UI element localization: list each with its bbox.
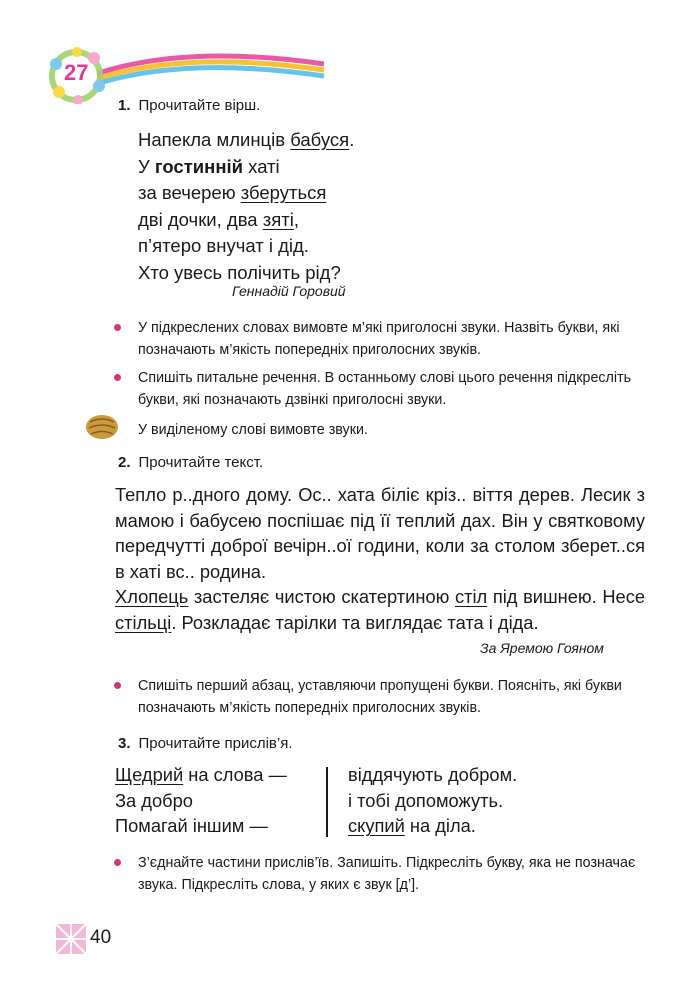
bullet-dot-icon (114, 374, 121, 381)
walnut-icon (84, 412, 120, 442)
task2-number: 2. (118, 454, 131, 471)
task1-number: 1. (118, 97, 131, 114)
task1-heading (118, 97, 260, 114)
bullet-dot-icon (114, 859, 121, 866)
poem-line-5: п’ятеро внучат і дід. (138, 235, 309, 256)
poem (138, 127, 354, 286)
task2-paragraph-1: Тепло р..дного дому. Ос.. хата біліє кріз.. віття дерев. Лесик з мамою і бабусею поспішає під її теплий дах. Він у святковому передчутті доброї вечірн..ої години, коли за столом зберет..ся в хаті вс.. родина. (115, 484, 645, 582)
bullet-dot-icon (114, 324, 121, 331)
bullet-dot-icon (114, 682, 121, 689)
task2-paragraph-2: Хлопець застеляє чистою скатертиною стіл під вишнею. Несе стільці. Розкладає тарілки та виглядає тата і діда. (115, 586, 646, 633)
task3-bullet: З’єднайте частини прислів’їв. Запишіть. Підкресліть букву, яка не позначає звука. Підкресліть слова, у яких є звук [д’]. (118, 852, 648, 896)
task3-number: 3. (118, 735, 131, 752)
rainbow-ribbon (96, 44, 326, 84)
page-number: 40 (90, 927, 112, 948)
ornament-icon (56, 924, 86, 954)
proverbs-left (115, 762, 287, 839)
lesson-number: 27 (64, 60, 89, 85)
poem-line-4: дві дочки, два зяті, (138, 208, 299, 230)
proverb-divider (326, 767, 328, 837)
proverb-left-1: Щедрий на слова — (115, 764, 287, 785)
poem-line-1: Напекла млинців бабуся. (138, 129, 355, 150)
task2-heading (118, 454, 263, 471)
poem-line-2: У гостинній хаті (138, 155, 280, 177)
task2-title: Прочитайте текст. (138, 454, 264, 471)
task1-title: Прочитайте вірш. (138, 97, 261, 114)
poem-line-6: Хто увесь полічить рід? (138, 261, 341, 283)
task3-title: Прочитайте прислів’я. (138, 735, 293, 752)
task3-heading (118, 735, 293, 752)
proverb-right-2: і тобі допоможуть. (348, 789, 504, 811)
task1-bullet-2: Спишіть питальне речення. В останньому слові цього речення підкресліть букви, які позначають дзвінкі приголосні звуки. (118, 367, 648, 411)
poem-line-3: за вечерею зберуться (138, 182, 327, 203)
proverb-left-2: За добро (115, 789, 193, 811)
task2-text (115, 482, 645, 635)
proverb-left-3: Помагай іншим — (115, 815, 268, 836)
poem-author: Геннадій Горовий (232, 283, 346, 299)
task1-extra: У виділеному слові вимовте звуки. (138, 422, 368, 438)
proverbs-right (348, 762, 517, 839)
task1-bullet-1: У підкреслених словах вимовте м’які приголосні звуки. Назвіть букви, які позначають м’якість попередніх приголосних звуків. (118, 317, 648, 361)
task2-bullet: Спишіть перший абзац, уставляючи пропущені букви. Поясніть, які букви позначають м’якість попередніх приголосних звуків. (118, 675, 648, 719)
text-author: За Яремою Гояном (480, 640, 604, 656)
proverb-right-3: скупий на діла. (348, 815, 476, 836)
proverb-right-1: віддячують добром. (348, 764, 518, 785)
